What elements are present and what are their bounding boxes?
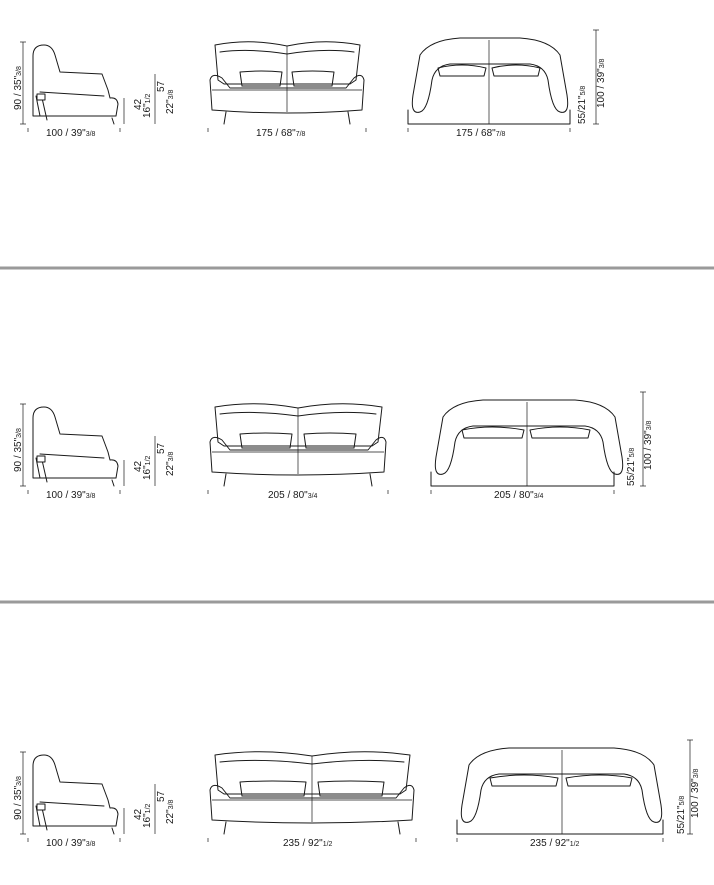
svg-text:100 / 39"3/8: 100 / 39"3/8: [643, 420, 654, 470]
svg-text:55/21"5/8: 55/21"5/8: [676, 795, 687, 834]
svg-text:235 / 92"1/2: 235 / 92"1/2: [530, 838, 580, 849]
row-2: [13, 392, 654, 501]
svg-text:22"3/8: 22"3/8: [165, 799, 176, 824]
sofa-top-view: [408, 30, 607, 139]
svg-text:100 / 39"3/8: 100 / 39"3/8: [690, 768, 701, 818]
svg-text:100 / 39"3/8: 100 / 39"3/8: [596, 58, 607, 108]
svg-text:235 / 92"1/2: 235 / 92"1/2: [283, 838, 333, 849]
svg-text:100 / 39"3/8: 100 / 39"3/8: [46, 490, 96, 501]
sofa-front-view: [208, 752, 416, 849]
svg-text:90 / 35"3/8: 90 / 35"3/8: [13, 428, 24, 472]
svg-text:205 / 80"3/4: 205 / 80"3/4: [268, 490, 318, 501]
sofa-front-view: [208, 42, 366, 139]
armchair-side-view: [13, 404, 176, 501]
svg-text:90 / 35"3/8: 90 / 35"3/8: [13, 66, 24, 110]
svg-text:16"1/2: 16"1/2: [142, 93, 153, 118]
svg-text:16"1/2: 16"1/2: [142, 803, 153, 828]
svg-text:57: 57: [156, 80, 167, 92]
row-1: [13, 30, 607, 139]
armchair-side-view: [13, 752, 176, 849]
svg-text:205 / 80"3/4: 205 / 80"3/4: [494, 490, 544, 501]
svg-text:16"1/2: 16"1/2: [142, 455, 153, 480]
svg-text:42: 42: [133, 808, 144, 820]
sofa-top-view: [457, 740, 701, 849]
sofa-top-view: [431, 392, 654, 501]
svg-text:55/21"5/8: 55/21"5/8: [577, 85, 588, 124]
svg-text:57: 57: [156, 442, 167, 454]
svg-text:22"3/8: 22"3/8: [165, 451, 176, 476]
svg-text:175 / 68"7/8: 175 / 68"7/8: [456, 128, 506, 139]
armchair-side-view: [13, 42, 176, 139]
sofa-front-view: [208, 404, 388, 501]
svg-text:42: 42: [133, 460, 144, 472]
svg-text:57: 57: [156, 790, 167, 802]
svg-text:100 / 39"3/8: 100 / 39"3/8: [46, 838, 96, 849]
svg-text:42: 42: [133, 98, 144, 110]
svg-text:55/21"5/8: 55/21"5/8: [626, 447, 637, 486]
svg-text:22"3/8: 22"3/8: [165, 89, 176, 114]
row-3: [13, 740, 701, 849]
svg-text:90 / 35"3/8: 90 / 35"3/8: [13, 776, 24, 820]
svg-text:100 / 39"3/8: 100 / 39"3/8: [46, 128, 96, 139]
svg-text:175 / 68"7/8: 175 / 68"7/8: [256, 128, 306, 139]
